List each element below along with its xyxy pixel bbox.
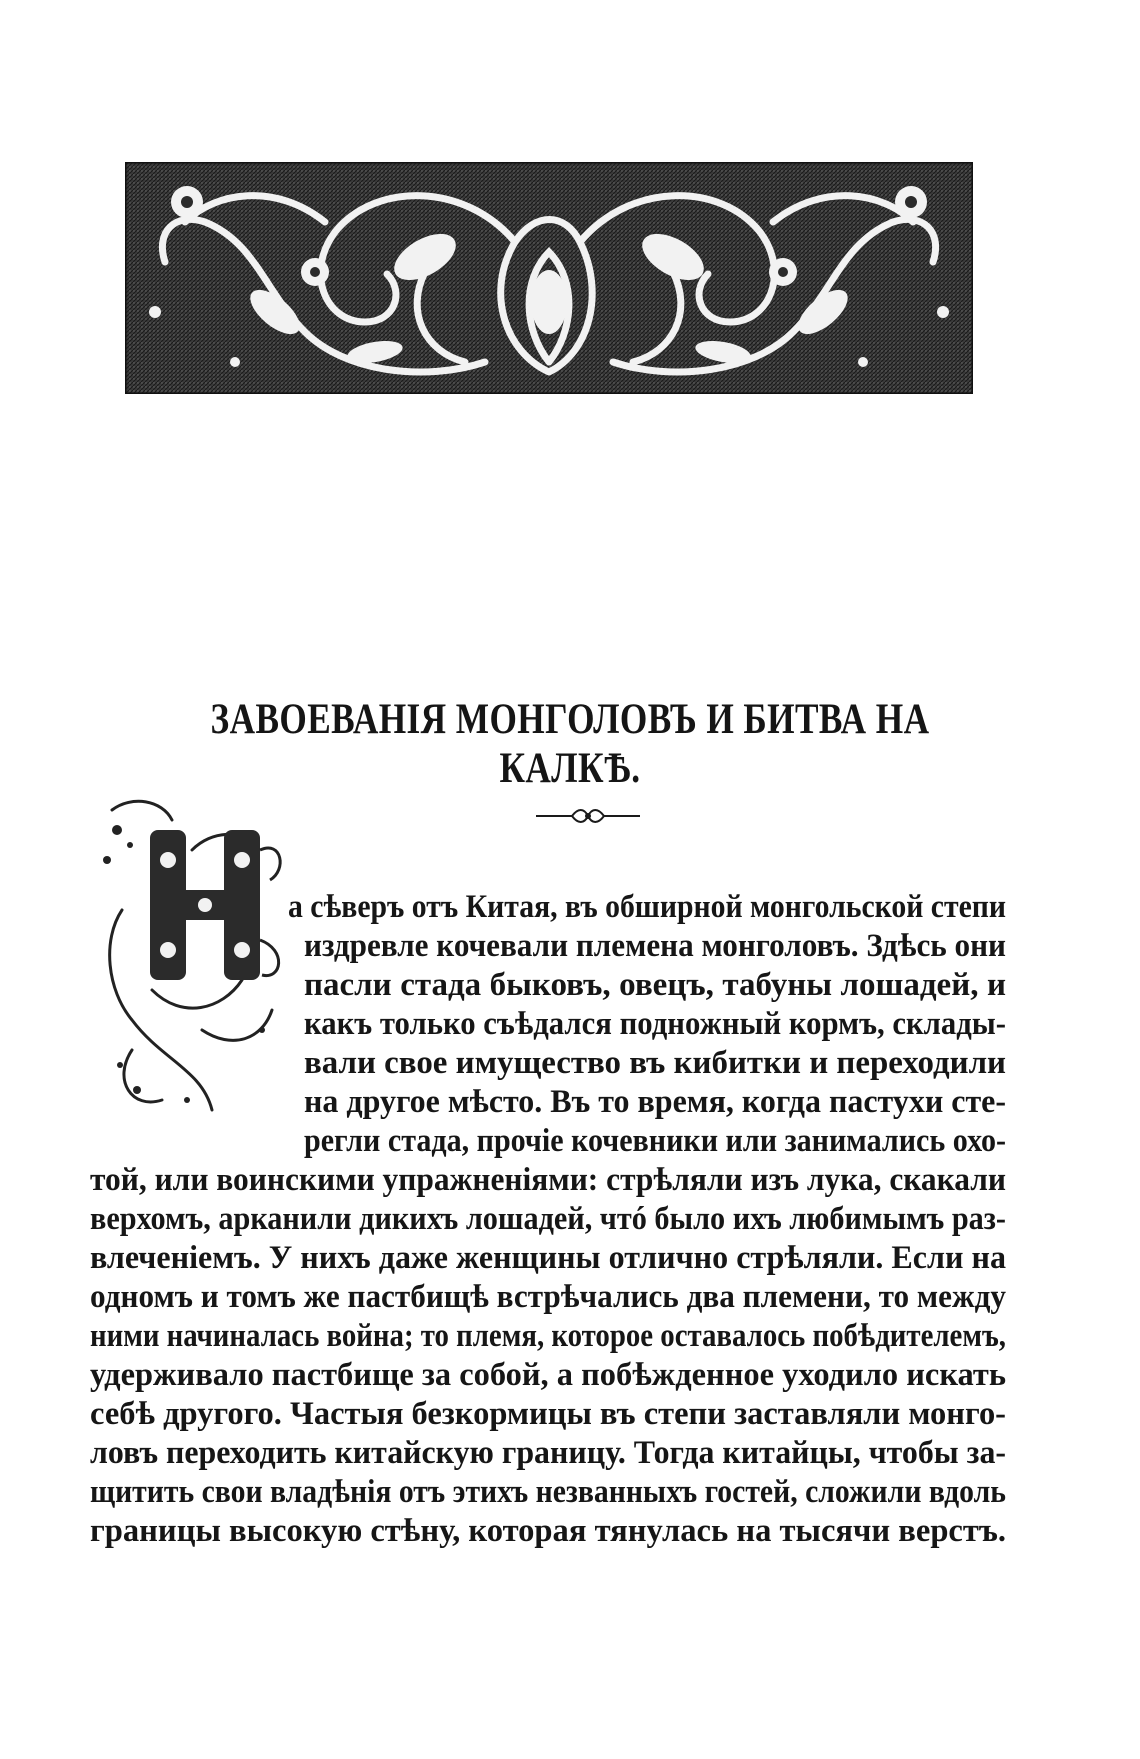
body-text-line: влеченіемъ. У нихъ даже женщины отлично стрѣляли. Если на xyxy=(90,1240,1006,1276)
body-text-line: себѣ другого. Частыя безкормицы въ степи заставляли монго- xyxy=(90,1396,1006,1432)
chapter-title: ЗАВОЕВАНІЯ МОНГОЛОВЪ И БИТВА НА КАЛКѢ. xyxy=(210,696,930,792)
divider-ornament-icon xyxy=(536,805,640,827)
body-text-line: вали свое имущество въ кибитки и переходили xyxy=(304,1045,1006,1081)
body-text-line: одномъ и томъ же пастбищѣ встрѣчались два племени, то между xyxy=(90,1279,1006,1315)
body-text-line: верхомъ, арканили дикихъ лошадей, чтó было ихъ любимымъ раз- xyxy=(90,1201,1006,1237)
body-text-line: издревле кочевали племена монголовъ. Здѣсь они xyxy=(304,928,1006,964)
body-text-line: на другое мѣсто. Въ то время, когда пастухи сте- xyxy=(304,1084,1006,1120)
body-text-line: пасли стада быковъ, овецъ, табуны лошадей, и xyxy=(304,967,1006,1003)
body-text-line: а сѣверъ отъ Китая, въ обширной монгольской степи xyxy=(288,889,1006,925)
body-text-line: щитить свои владѣнія отъ этихъ незванныхъ гостей, сложили вдоль xyxy=(90,1474,1006,1510)
decorated-initial-letter-icon xyxy=(92,790,292,1120)
body-text-line: какъ только съѣдался подножный кормъ, склады- xyxy=(304,1006,1006,1042)
body-text-line: ними начиналась война; то племя, которое оставалось побѣдителемъ, xyxy=(90,1318,1006,1354)
body-text-line: той, или воинскими упражненіями: стрѣляли изъ лука, скакали xyxy=(90,1162,1006,1198)
decorated-initial xyxy=(92,790,292,1120)
ornamental-headpiece xyxy=(125,162,973,394)
body-text-line: границы высокую стѣну, которая тянулась на тысячи верстъ. xyxy=(90,1513,1006,1549)
body-text-line: удерживало пастбище за собой, а побѣжденное уходило искать xyxy=(90,1357,1006,1393)
floral-scroll-ornament-icon xyxy=(125,162,973,394)
body-text-line: регли стада, прочіе кочевники или занимались охо- xyxy=(304,1123,1006,1159)
body-text-line: ловъ переходить китайскую границу. Тогда китайцы, чтобы за- xyxy=(90,1435,1006,1471)
